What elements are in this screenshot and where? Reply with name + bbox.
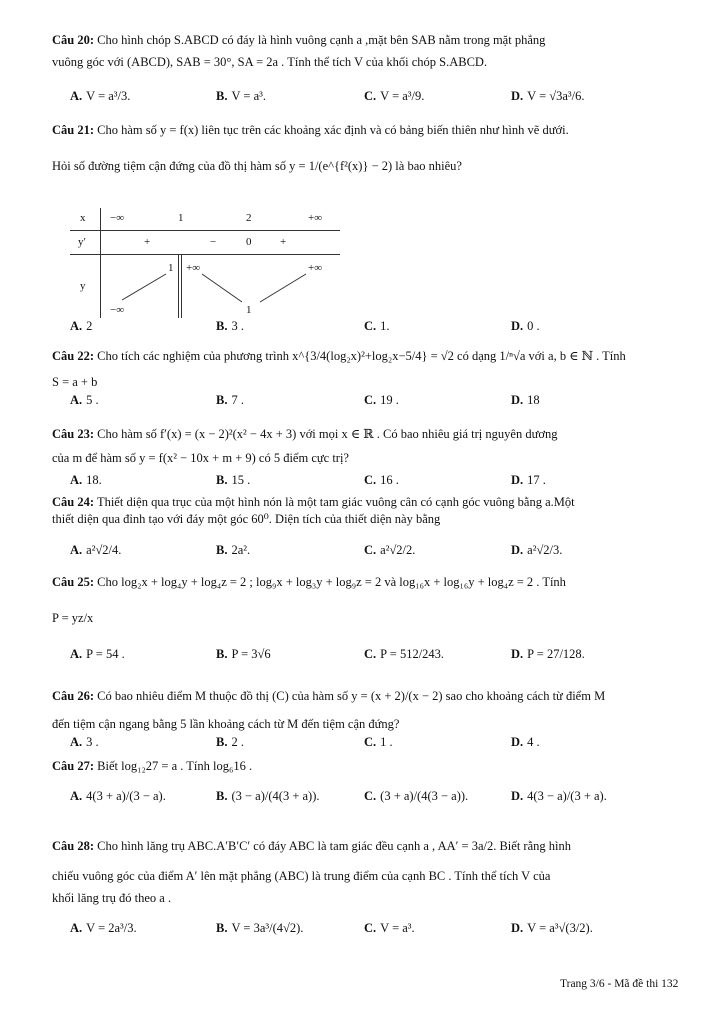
q20-answers [52,88,672,114]
q21-option-b: B. 3 . [216,319,244,333]
q27-answers [52,788,672,814]
table-x-label: x [80,212,86,224]
q28-option-b: B. V = 3a³/(4√2). [216,921,304,935]
variation-table: x −∞ 1 2 +∞ y′ + − 0 + y −∞ 1 +∞ 1 +∞ [70,208,340,318]
q26-answers [52,734,672,760]
q25-option-d: D. P = 27/128. [511,647,585,661]
q20-head: Câu 20: [52,33,95,47]
q27-option-a: A. 4(3 + a)/(3 − a). [70,789,166,803]
q25-option-a: A. P = 54 . [70,647,125,661]
q22-option-a: A. 5 . [70,393,99,407]
q28-line3: khối lăng trụ đó theo a . [52,891,172,905]
table-y-label: y [80,280,86,292]
q20-option-d: D. V = √3a³/6. [511,89,585,103]
q21-option-a: A. 2 [70,319,93,333]
q27-option-d: D. 4(3 − a)/(3 + a). [511,789,607,803]
q22-option-d: D. 18 [511,393,540,407]
q24-answers [52,542,672,568]
q24-option-c: C. a²√2/2. [364,543,416,557]
q27-option-b: B. (3 − a)/(4(3 + a)). [216,789,320,803]
q28-option-c: C. V = a³. [364,921,415,935]
q23-option-b: B. 15 . [216,473,251,487]
q20-text1: Cho hình chóp S.ABCD có đáy là hình vuông cạnh a ,mặt bên SAB nằm trong mặt phẳng [97,33,546,47]
q28-line1: Câu 28: Cho hình lăng trụ ABC.A′B′C′ có đáy ABC là tam giác đều cạnh a , AA′ = 3a/2. Biết rằng hình [52,839,571,853]
q20-line1 [52,32,545,49]
q20-line2: vuông góc với (ABCD), SAB = 30°, SA = 2a . Tính thể tích V của khối chóp S.ABCD. [52,55,488,69]
q23-option-d: D. 17 . [511,473,546,487]
q21-answers [52,318,672,344]
q26-option-b: B. 2 . [216,735,244,749]
q25-answers [52,646,672,672]
q26-option-a: A. 3 . [70,735,99,749]
q24-option-d: D. a²√2/3. [511,543,563,557]
q28-answers [52,920,672,946]
q24-line2: thiết diện qua đỉnh tạo với đáy một góc 60⁰. Diện tích của thiết diện này bằng [52,512,441,526]
table-arrows [70,208,340,318]
q21-line2: Hỏi số đường tiệm cận đứng của đồ thị hàm số y = 1/(e^{f²(x)} − 2) là bao nhiêu? [52,159,462,173]
q28-line2: chiếu vuông góc của điểm A′ lên mặt phẳng (ABC) là trung điểm của cạnh BC . Tính thể tích V của [52,869,551,883]
q21-line1: Câu 21: Cho hàm số y = f(x) liên tục trên các khoảng xác định và có bảng biến thiên như hình vẽ dưới. [52,123,569,137]
q20-option-c: C. V = a³/9. [364,89,425,103]
q25-option-b: B. P = 3√6 [216,647,271,661]
q24-line1: Câu 24: Thiết diện qua trục của một hình nón là một tam giác vuông cân có cạnh góc vuông bằng a.Một [52,495,575,509]
table-yprime-label: y′ [78,236,86,248]
q27-option-c: C. (3 + a)/(4(3 − a)). [364,789,469,803]
q24-option-a: A. a²√2/4. [70,543,122,557]
q22-line1: Câu 22: Cho tích các nghiệm của phương trình x^{3/4(log₂x)²+log₂x−5/4} = √2 có dạng 1/ⁿ√a với a, b ∈ ℕ . Tính [52,349,626,363]
q22-line2: S = a + b [52,375,98,389]
q26-line1: Câu 26: Có bao nhiêu điểm M thuộc đồ thị (C) của hàm số y = (x + 2)/(x − 2) sao cho khoảng cách từ điểm M [52,689,606,703]
q26-option-d: D. 4 . [511,735,540,749]
q23-option-a: A. 18. [70,473,102,487]
q23-line1: Câu 23: Cho hàm số f′(x) = (x − 2)²(x² − 4x + 3) với mọi x ∈ ℝ . Có bao nhiêu giá trị nguyên dương [52,427,558,441]
q22-answers [52,392,672,418]
q20-option-a: A. V = a³/3. [70,89,131,103]
q21-option-d: D. 0 . [511,319,540,333]
q23-line2: của m để hàm số y = f(x² − 10x + m + 9) có 5 điểm cực trị? [52,451,349,465]
q25-line1: Câu 25: Cho log₂x + log₄y + log₄z = 2 ; log₉x + log₃y + log₉z = 2 và log₁₆x + log₁₆y + log₄z = 2 . Tính [52,575,566,589]
q26-line2: đến tiệm cận ngang bằng 5 lần khoảng cách từ M đến tiệm cận đứng? [52,717,400,731]
q27-line1: Câu 27: Biết log₁₂27 = a . Tính log₆16 . [52,759,253,773]
q23-option-c: C. 16 . [364,473,399,487]
q25-option-c: C. P = 512/243. [364,647,445,661]
q26-option-c: C. 1 . [364,735,393,749]
q21-option-c: C. 1. [364,319,390,333]
q22-option-b: B. 7 . [216,393,244,407]
q28-option-d: D. V = a³√(3/2). [511,921,593,935]
q20-option-b: B. V = a³. [216,89,266,103]
q28-option-a: A. V = 2a³/3. [70,921,137,935]
q24-option-b: B. 2a². [216,543,251,557]
q25-line2: P = yz/x [52,611,94,625]
page-footer: Trang 3/6 - Mã đề thi 132 [560,978,679,990]
q22-option-c: C. 19 . [364,393,399,407]
